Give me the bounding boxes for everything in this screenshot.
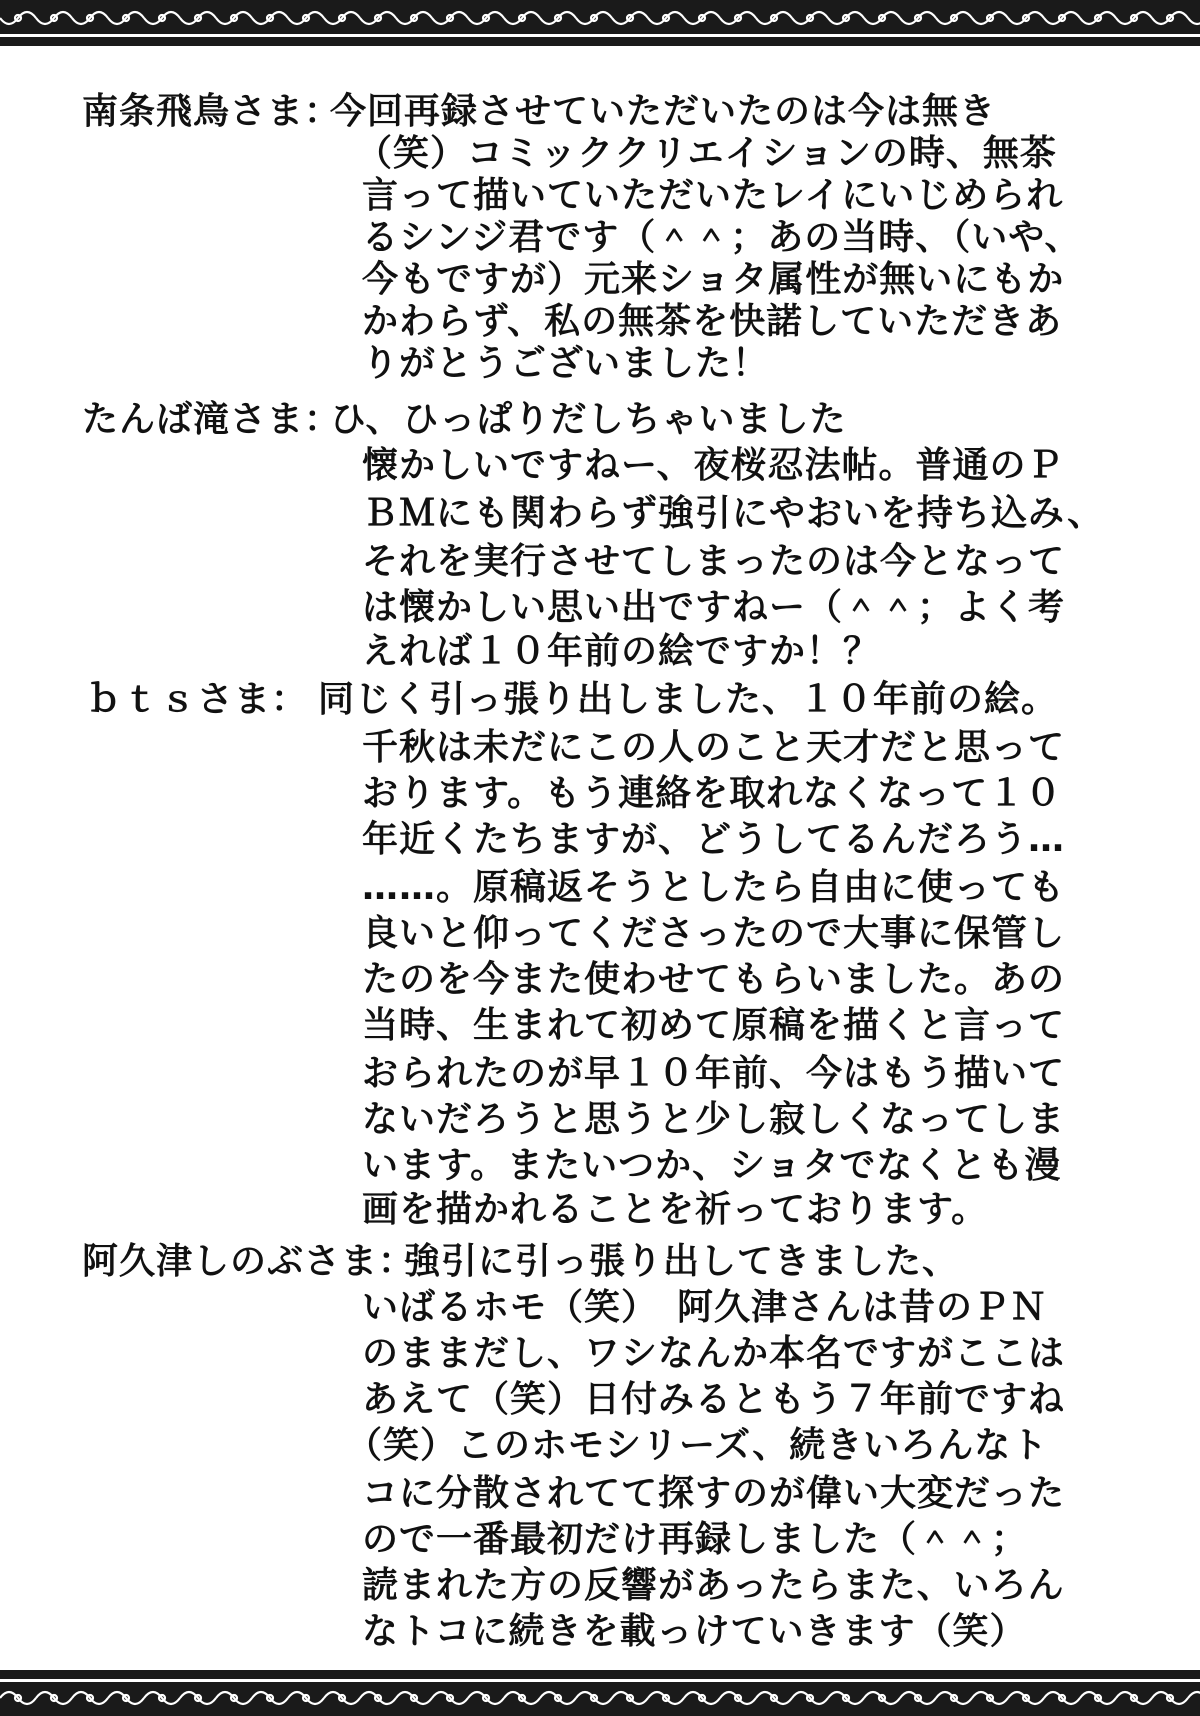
entry-name: 阿久津しのぶさま： [82, 1241, 416, 1282]
entry-name: 南条飛鳥さま： [82, 91, 342, 132]
entry-text-line: おられたのが早１０年前、今はもう描いて [362, 1053, 1066, 1094]
entry-text-line: います。またいつか、ショタでなくとも漫 [362, 1145, 1062, 1186]
entry-text-line: ひ、ひっぱりだしちゃいました [330, 399, 847, 440]
entry-text-line: 同じく引っ張り出しました、１０年前の絵。 [318, 679, 1059, 720]
entry-text-line: ＢＭにも関わらず強引にやおいを持ち込み、 [362, 493, 1105, 534]
entry-text-line: るシンジ君です（＾＾；あの当時、（いや、 [362, 217, 1082, 258]
entry-text-line: 千秋は未だにこの人のこと天才だと思って [362, 727, 1066, 768]
bottom-ornamental-border [0, 1670, 1200, 1716]
entry-text-line: 読まれた方の反響があったらまた、いろん [362, 1565, 1065, 1606]
entry-text-line: なトコに続きを載っけていきます（笑） [362, 1611, 1027, 1652]
entry-text-line: それを実行させてしまったのは今となって [362, 541, 1066, 582]
entry-text-line: 良いと仰ってくださったので大事に保管し [362, 913, 1066, 954]
entry-text-line: のままだし、ワシなんか本名ですがここは [362, 1333, 1066, 1374]
entry-text-line: 言って描いていただいたレイにいじめられ [362, 175, 1064, 216]
entry-text-line: たのを今また使わせてもらいました。あの [362, 959, 1066, 1000]
entry-text-line: いばるホモ（笑） 阿久津さんは昔のＰＮ [362, 1287, 1048, 1328]
entry-name: たんば滝さま： [82, 399, 342, 440]
entry-text-line: （笑）このホモシリーズ、続きいろんなト [346, 1425, 1049, 1466]
entry-text-line: りがとうございました！ [362, 343, 770, 384]
entry-text-line: 年近くたちますが、どうしてるんだろう… [362, 819, 1066, 860]
entry-text-line: おります。もう連絡を取れなくなって１０ [362, 773, 1063, 814]
entry-text-line: ……。原稿返そうとしたら自由に使っても [362, 867, 1066, 908]
entry-text-line: あえて（笑）日付みるともう７年前ですね [362, 1379, 1066, 1420]
entry-text-line: かわらず、私の無茶を快諾していただきあ [362, 301, 1063, 342]
entry-text-line: えれば１０年前の絵ですか！？ [362, 631, 881, 672]
entry-text-line: 強引に引っ張り出してきました、 [404, 1241, 960, 1282]
entry-text-line: 当時、生まれて初めて原稿を描くと言って [362, 1005, 1066, 1046]
entry-text-line: は懐かしい思い出ですねー（＾＾；よく考 [362, 587, 1066, 628]
entry-text-line: ので一番最初だけ再録しました（＾＾； [362, 1519, 1029, 1560]
entry-text-line: ないだろうと思うと少し寂しくなってしま [362, 1099, 1066, 1140]
entry-text-line: （笑）コミッククリエイションの時、無茶 [356, 133, 1057, 174]
entry-text-line: コに分散されてて探すのが偉い大変だった [362, 1473, 1066, 1514]
entry-name: ｂｔｓさま： [86, 679, 309, 720]
entry-text-line: 今もですが）元来ショタ属性が無いにもか [362, 259, 1065, 300]
entry-text-line: 懐かしいですねー、夜桜忍法帖。普通のＰ [362, 445, 1064, 486]
entry-text-line: 今回再録させていただいたのは今は無き [330, 91, 997, 132]
entry-text-line: 画を描かれることを祈っております。 [362, 1189, 989, 1230]
